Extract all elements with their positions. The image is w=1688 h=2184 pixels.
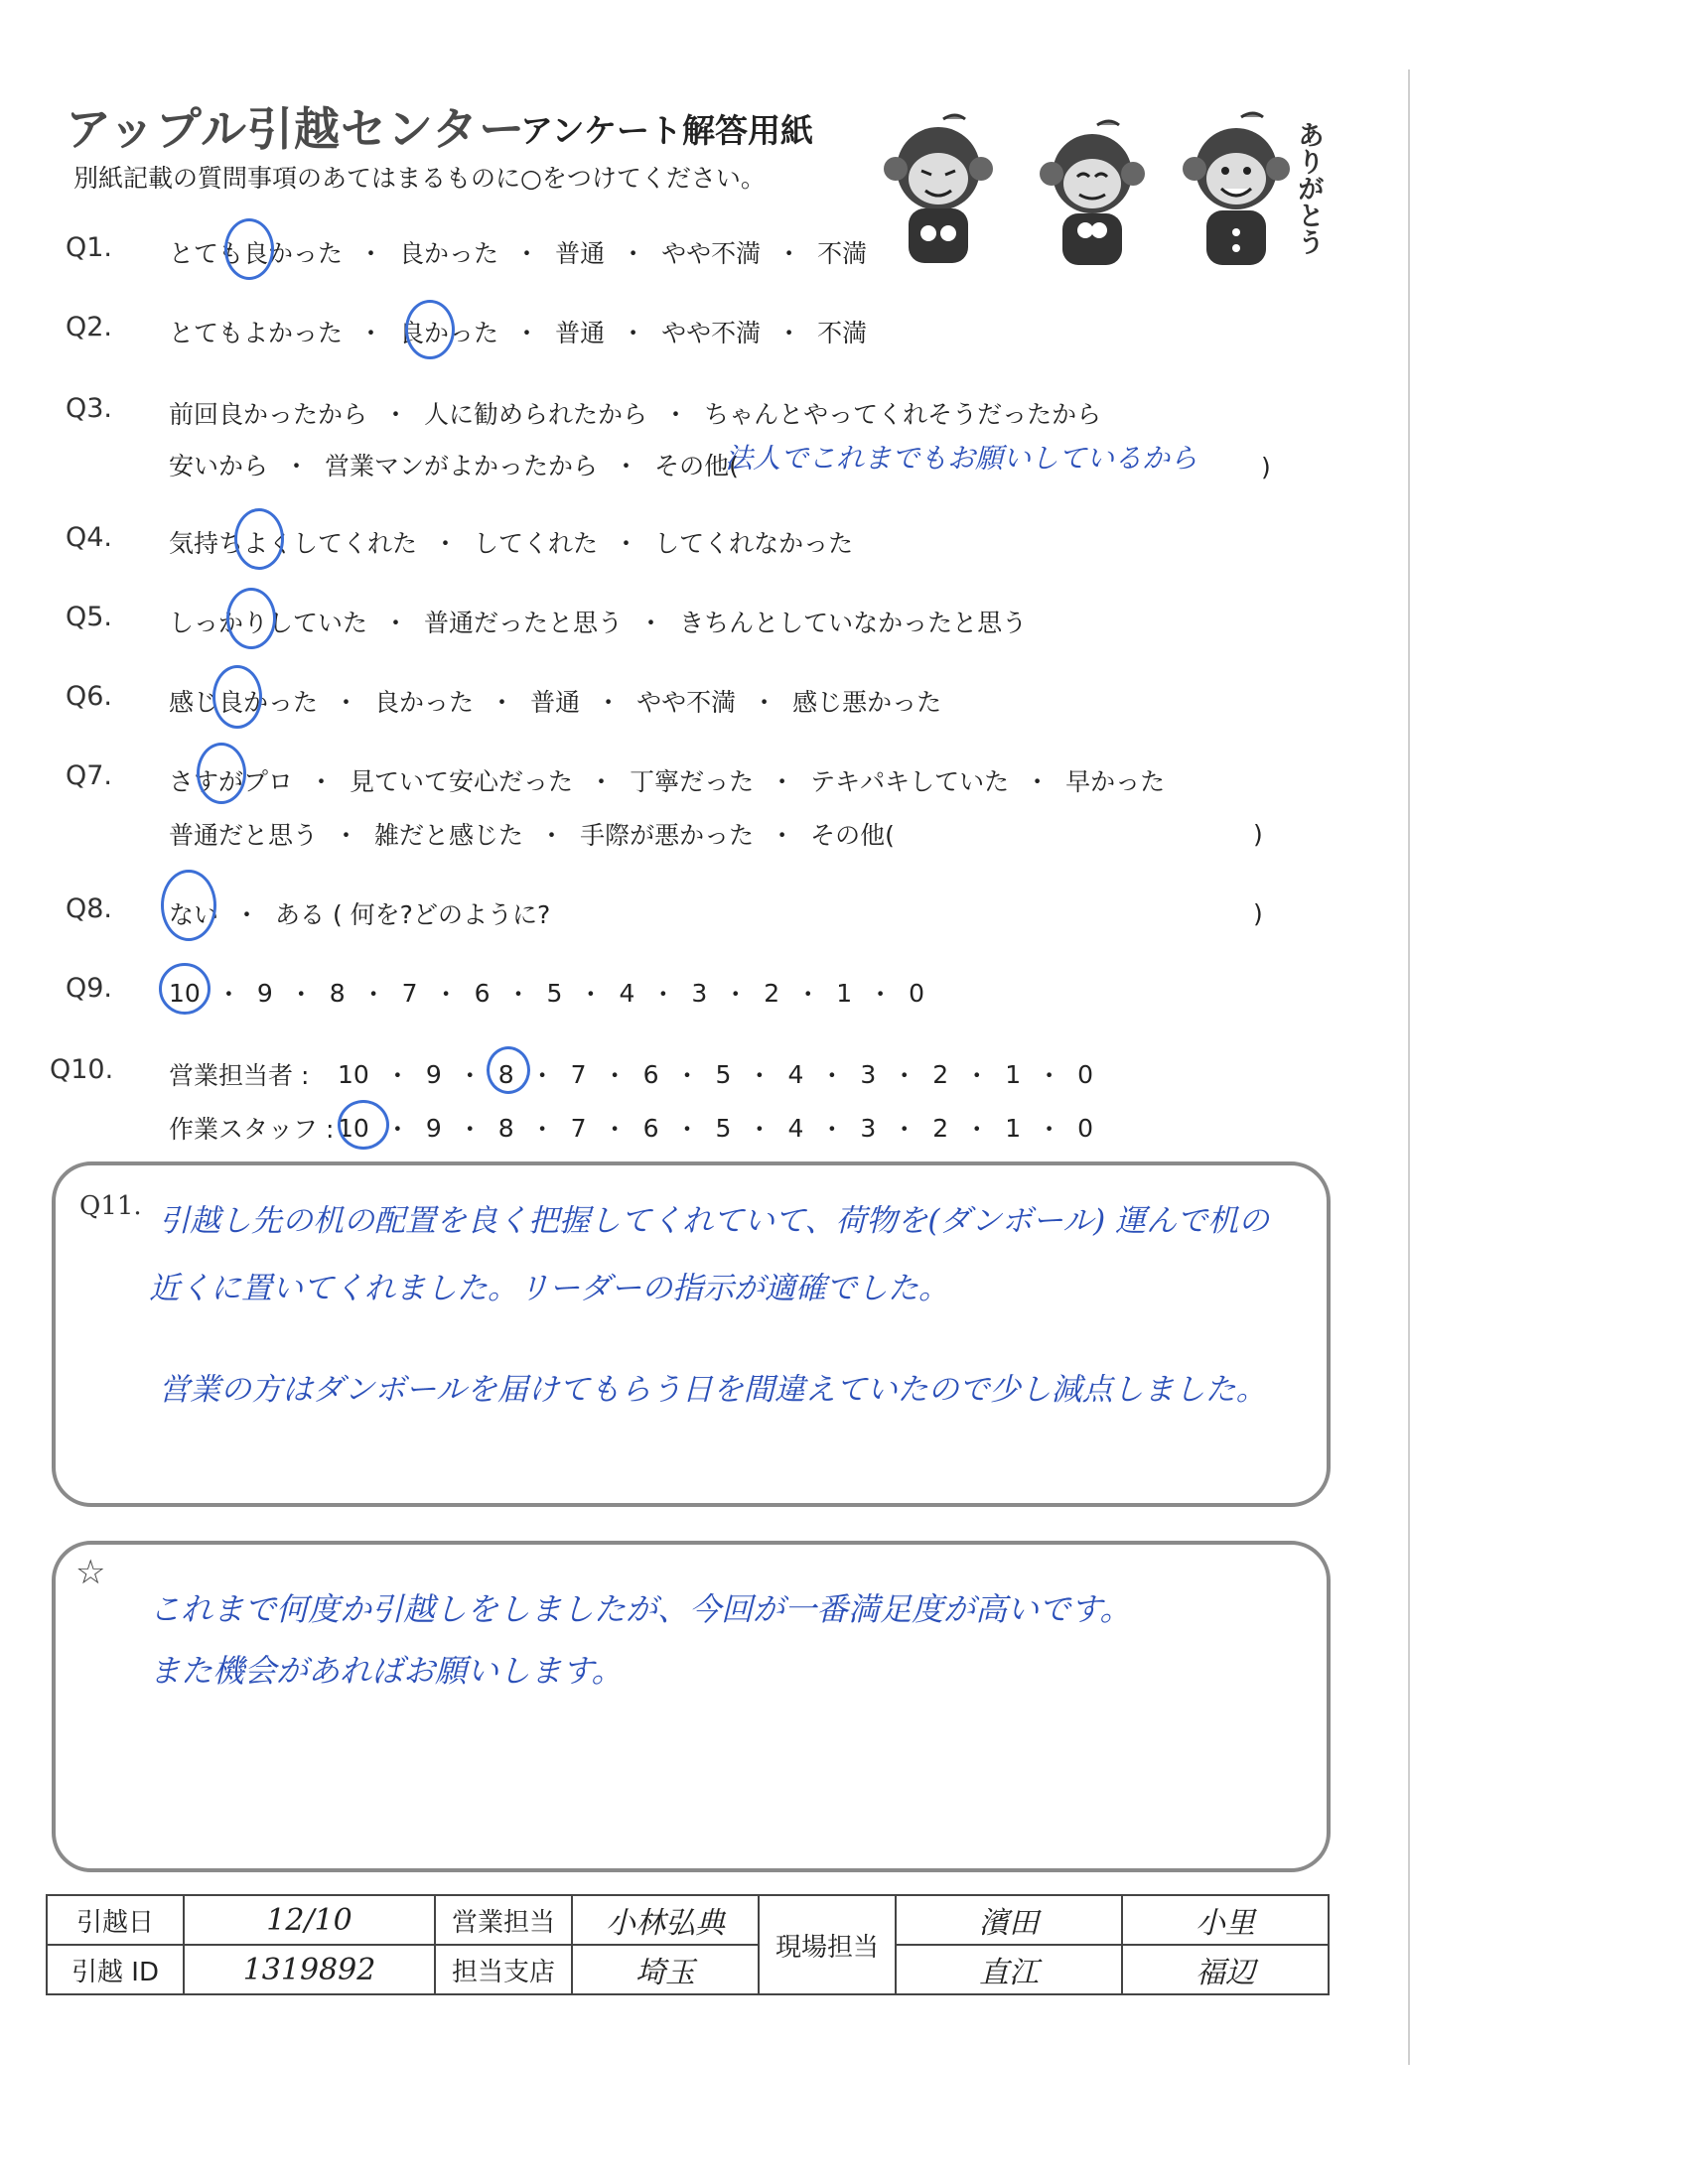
question-label: Q3. [66, 393, 113, 424]
q1-option[interactable]: 普通 [555, 239, 606, 268]
footer-info-table [46, 1894, 1330, 1995]
q5-option[interactable]: しっかりしていた [169, 609, 368, 637]
q9-score[interactable]: 0 [909, 978, 925, 1008]
q10-score[interactable]: 2 [932, 1113, 949, 1143]
q3-option[interactable]: 安いから [169, 452, 269, 480]
q3-option-other[interactable]: その他( [654, 452, 739, 480]
q11-answer-line: 営業の方はダンボールを届けてもらう日を間違えていたので少し減点しました。 [159, 1372, 1267, 1408]
q7-option-other[interactable]: その他( [810, 821, 895, 850]
sales-rep-name: 小林弘典 [572, 1895, 759, 1945]
q10-score[interactable]: 3 [860, 1113, 877, 1143]
q9-score[interactable]: 6 [474, 978, 491, 1008]
q3-option[interactable]: 人に勧められたから [424, 400, 648, 429]
branch-value: 埼玉 [572, 1945, 759, 1994]
monkey-mascot-icon [1028, 119, 1157, 278]
answer-circle-mark [487, 1046, 530, 1094]
q3-options-line1: 前回良かったから ・ 人に勧められたから ・ ちゃんとやってくれそうだったから [169, 395, 1101, 431]
q10-score[interactable]: 1 [1005, 1059, 1022, 1089]
q9-score[interactable]: 10 [169, 978, 201, 1008]
q3-other-answer: 法人でこれまでもお願いしているから [725, 442, 1198, 475]
q4-option[interactable]: してくれなかった [654, 529, 854, 558]
q10-score[interactable]: 8 [497, 1059, 514, 1089]
q3-options-line2: 安いから ・ 営業マンがよかったから ・ その他( [169, 447, 739, 482]
q4-options: 気持ちよくしてくれた ・ してくれた ・ してくれなかった [169, 524, 853, 560]
q10-score[interactable]: 8 [497, 1113, 514, 1143]
question-label: Q4. [66, 522, 113, 553]
q3-option[interactable]: 前回良かったから [169, 400, 368, 429]
answer-circle-mark [226, 588, 276, 649]
q9-score[interactable]: 2 [764, 978, 780, 1008]
question-label: Q9. [66, 973, 113, 1004]
q9-score[interactable]: 1 [836, 978, 853, 1008]
q10-score[interactable]: 9 [425, 1113, 442, 1143]
answer-circle-mark [212, 665, 262, 729]
question-label: Q11. [79, 1191, 142, 1221]
q10-score[interactable]: 6 [642, 1113, 659, 1143]
instruction-text: 別紙記載の質問事項のあてはまるものに○をつけてください。 [73, 164, 766, 193]
q1-option[interactable]: やや不満 [661, 239, 762, 268]
q2-option[interactable]: 普通 [555, 319, 606, 347]
q7-options-line1: さすがプロ ・ 見ていて安心だった ・ 丁寧だった ・ テキパキしていた ・ 早かった [169, 762, 1165, 798]
close-paren: ) [1253, 899, 1263, 928]
q10-score[interactable]: 3 [860, 1059, 877, 1089]
question-label: Q8. [66, 893, 113, 924]
q7-option[interactable]: 早かった [1065, 767, 1166, 796]
q10-sales-scale: 営業担当者 : 10 ・ 9 ・ 8 ・ 7 ・ 6 ・ 5 ・ 4 ・ 3 ・ 2 ・ 1 ・ 0 [169, 1056, 1093, 1092]
branch-label: 担当支店 [435, 1945, 572, 1994]
q10-score[interactable]: 5 [715, 1113, 732, 1143]
q1-options: とても良かった ・ 良かった ・ 普通 ・ やや不満 ・ 不満 [169, 234, 867, 270]
comment-line: また機会があればお願いします。 [149, 1652, 624, 1690]
q10-score[interactable]: 2 [932, 1059, 949, 1089]
q9-score[interactable]: 4 [619, 978, 635, 1008]
move-date-value: 12/10 [184, 1895, 435, 1945]
q3-option[interactable]: ちゃんとやってくれそうだったから [704, 400, 1102, 429]
q9-score[interactable]: 7 [401, 978, 418, 1008]
q9-score[interactable]: 8 [329, 978, 346, 1008]
q2-option[interactable]: とてもよかった [169, 319, 344, 347]
q6-option[interactable]: 良かった [374, 688, 475, 717]
site-staff-name: 小里 [1122, 1895, 1329, 1945]
q6-option[interactable]: 感じ悪かった [792, 688, 942, 717]
q10-score[interactable]: 4 [787, 1059, 804, 1089]
comment-line: これまで何度か引越しをしましたが、今回が一番満足度が高いです。 [149, 1590, 1132, 1628]
q9-score[interactable]: 3 [691, 978, 708, 1008]
q10-score[interactable]: 10 [338, 1059, 369, 1089]
q1-option[interactable]: 良かった [399, 239, 499, 268]
answer-circle-mark [234, 508, 284, 570]
q9-scale: 10 ・ 9 ・ 8 ・ 7 ・ 6 ・ 5 ・ 4 ・ 3 ・ 2 ・ 1 ・ 0 [169, 978, 925, 1009]
q10-score[interactable]: 0 [1077, 1113, 1094, 1143]
move-date-label: 引越日 [47, 1895, 184, 1945]
answer-circle-mark [159, 963, 211, 1015]
q11-answer-line: 近くに置いてくれました。リーダーの指示が適確でした。 [149, 1271, 949, 1306]
close-paren: ) [1261, 453, 1271, 481]
q4-option[interactable]: 気持ちよくしてくれた [169, 529, 418, 558]
q9-score[interactable]: 5 [546, 978, 563, 1008]
q2-option[interactable]: 不満 [817, 319, 868, 347]
answer-circle-mark [338, 1100, 389, 1150]
q10-score[interactable]: 5 [715, 1059, 732, 1089]
site-staff-name: 直江 [896, 1945, 1122, 1994]
q2-options: とてもよかった ・ 良かった ・ 普通 ・ やや不満 ・ 不満 [169, 314, 867, 349]
q6-options: 感じ良かった ・ 良かった ・ 普通 ・ やや不満 ・ 感じ悪かった [169, 683, 941, 719]
q8-option[interactable]: ある ( 何を?どのように? [275, 900, 551, 929]
q7-option[interactable]: 手際が悪かった [580, 821, 755, 850]
q3-option[interactable]: 営業マンがよかったから [325, 452, 599, 480]
site-staff-name: 福辺 [1122, 1945, 1329, 1994]
site-staff-label: 現場担当 [759, 1895, 896, 1994]
q10-sales-label: 営業担当者 : [169, 1061, 310, 1090]
q5-options: しっかりしていた ・ 普通だったと思う ・ きちんとしていなかったと思う [169, 604, 1027, 639]
monkey-mascot-icon [1172, 111, 1301, 275]
form-title: アンケート解答用紙 [520, 111, 814, 150]
q11-answer-line: 引越し先の机の配置を良く把握してくれていて、荷物を(ダンボール) 運んで机の [159, 1203, 1270, 1239]
q9-score[interactable]: 9 [256, 978, 273, 1008]
q10-staff-scale: 作業スタッフ : 10 ・ 9 ・ 8 ・ 7 ・ 6 ・ 5 ・ 4 ・ 3 ・ 2 ・ 1 ・ 0 [169, 1110, 1093, 1146]
q7-option[interactable]: 普通だと思う [169, 821, 319, 850]
q7-option[interactable]: 見ていて安心だった [350, 767, 574, 796]
answer-circle-mark [197, 743, 246, 804]
q10-score[interactable]: 7 [570, 1059, 587, 1089]
site-staff-name: 濱田 [896, 1895, 1122, 1945]
monkey-mascot-icon [874, 109, 1003, 278]
q10-score[interactable]: 1 [1005, 1113, 1022, 1143]
page-edge [1408, 69, 1410, 2065]
q7-options-line2: 普通だと思う ・ 雑だと感じた ・ 手際が悪かった ・ その他( [169, 816, 895, 852]
thanks-text: ありがとう [1293, 121, 1324, 255]
q10-score[interactable]: 4 [787, 1113, 804, 1143]
question-label: Q1. [66, 232, 113, 263]
answer-circle-mark [161, 870, 219, 941]
q2-option[interactable]: 良かった [399, 319, 499, 347]
sales-rep-label: 営業担当 [435, 1895, 572, 1945]
answer-circle-mark [405, 300, 455, 359]
question-label: Q6. [66, 681, 113, 712]
move-id-value: 1319892 [184, 1945, 435, 1994]
q1-option[interactable]: とても良かった [169, 239, 344, 268]
q6-option[interactable]: やや不満 [636, 688, 737, 717]
q7-option[interactable]: テキパキしていた [810, 767, 1010, 796]
q10-score[interactable]: 0 [1077, 1059, 1094, 1089]
question-label: Q5. [66, 602, 113, 632]
q1-option[interactable]: 不満 [817, 239, 868, 268]
q10-staff-label: 作業スタッフ : [169, 1115, 335, 1144]
q8-options: ない ・ ある ( 何を?どのように? [169, 895, 550, 931]
star-icon: ☆ [75, 1553, 106, 1592]
q5-option[interactable]: きちんとしていなかったと思う [679, 609, 1028, 637]
question-label: Q10. [50, 1054, 114, 1085]
q10-score[interactable]: 6 [642, 1059, 659, 1089]
q10-score[interactable]: 7 [570, 1113, 587, 1143]
answer-circle-mark [224, 218, 274, 280]
q7-option[interactable]: 丁寧だった [630, 767, 755, 796]
q8-option[interactable]: ない [169, 900, 219, 929]
close-paren: ) [1253, 820, 1263, 849]
q4-option[interactable]: してくれた [474, 529, 599, 558]
q6-option[interactable]: 普通 [530, 688, 581, 717]
q7-option[interactable]: さすがプロ [169, 767, 294, 796]
q10-score[interactable]: 10 [338, 1113, 369, 1143]
q5-option[interactable]: 普通だったと思う [424, 609, 624, 637]
question-label: Q2. [66, 312, 113, 342]
q6-option[interactable]: 感じ良かった [169, 688, 319, 717]
question-label: Q7. [66, 760, 113, 791]
q10-score[interactable]: 9 [425, 1059, 442, 1089]
q7-option[interactable]: 雑だと感じた [374, 821, 524, 850]
move-id-label: 引越 ID [47, 1945, 184, 1994]
q2-option[interactable]: やや不満 [661, 319, 762, 347]
company-title: アップル引越センター [66, 102, 526, 156]
